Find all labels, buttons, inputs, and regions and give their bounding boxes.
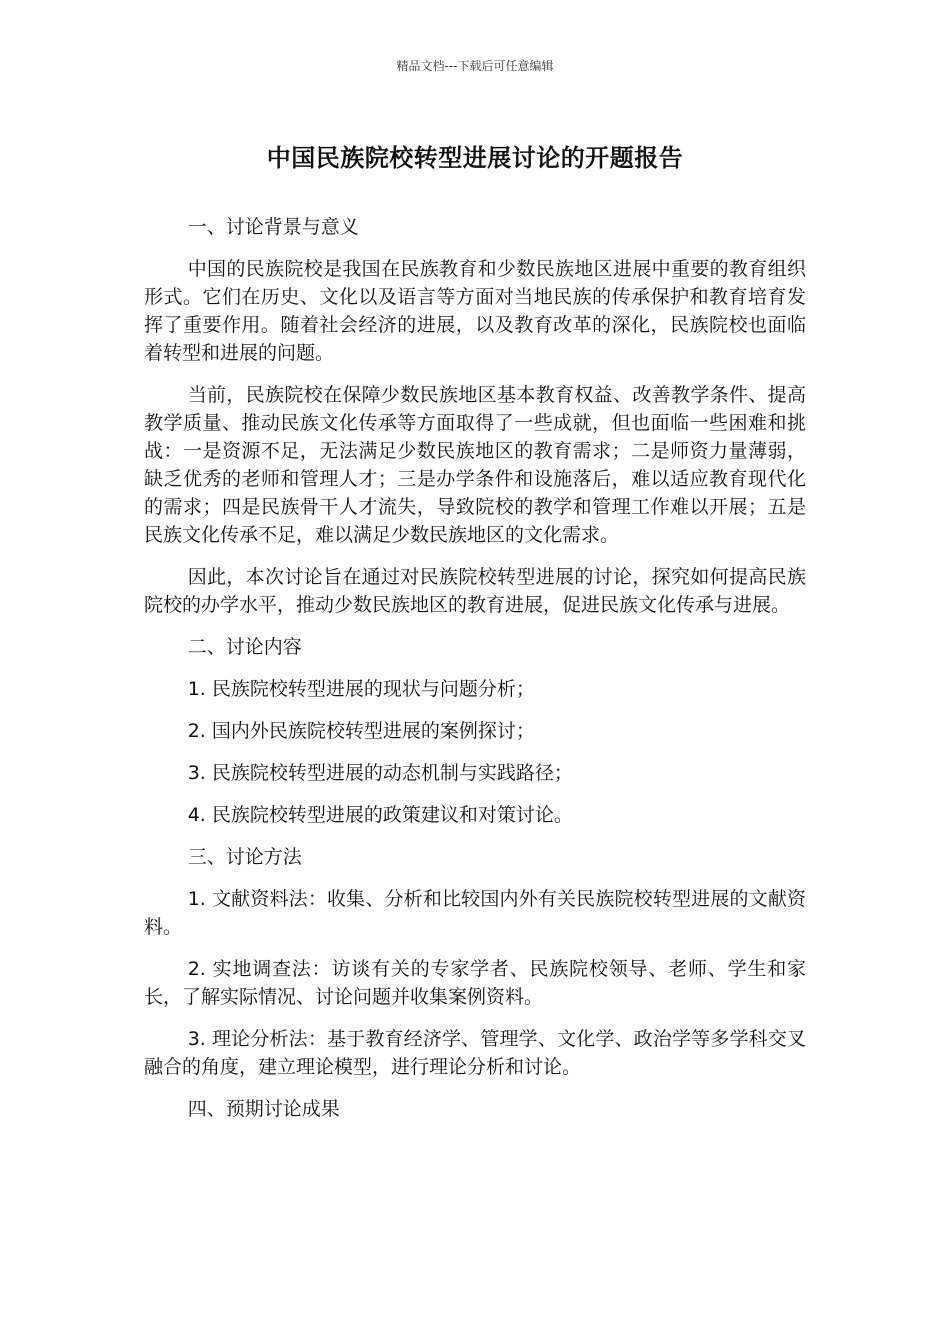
section-heading-background: 一、讨论背景与意义 [187, 216, 359, 238]
list-item-content-4: 4. 民族院校转型进展的政策建议和对策讨论。 [187, 804, 573, 826]
list-item-content-2: 2. 国内外民族院校转型进展的案例探讨； [187, 720, 535, 742]
section-heading-outcomes: 四、预期讨论成果 [187, 1098, 340, 1120]
list-item-method-1: 1. 文献资料法：收集、分析和比较国内外有关民族院校转型进展的文献资料。 [144, 888, 806, 938]
paragraph-intro: 中国的民族院校是我国在民族教育和少数民族地区进展中重要的教育组织形式。它们在历史、文化以及语言等方面对当地民族的传承保护和教育培育发挥了重要作用。随着社会经济的进展，以及教育改革的深化，民族院校也面临着转型和进展的问题。 [144, 258, 806, 364]
paragraph-current-situation: 当前，民族院校在保障少数民族地区基本教育权益、改善教学条件、提高教学质量、推动民族文化传承等方面取得了一些成就，但也面临一些困难和挑战：一是资源不足，无法满足少数民族地区的教育需求；二是师资力量薄弱，缺乏优秀的老师和管理人才；三是办学条件和设施落后，难以适应教育现代化的需求；四是民族骨干人才流失，导致院校的教学和管理工作难以开展；五是民族文化传承不足，难以满足少数民族地区的文化需求。 [144, 384, 806, 546]
list-item-method-3: 3. 理论分析法：基于教育经济学、管理学、文化学、政治学等多学科交叉融合的角度，建立理论模型，进行理论分析和讨论。 [144, 1028, 806, 1078]
list-item-content-3: 3. 民族院校转型进展的动态机制与实践路径； [187, 762, 573, 784]
paragraph-purpose: 因此，本次讨论旨在通过对民族院校转型进展的讨论，探究如何提高民族院校的办学水平，推动少数民族地区的教育进展，促进民族文化传承与进展。 [144, 566, 806, 616]
list-item-content-1: 1. 民族院校转型进展的现状与问题分析； [187, 678, 535, 700]
list-item-method-2: 2. 实地调查法：访谈有关的专家学者、民族院校领导、老师、学生和家长，了解实际情况、讨论问题并收集案例资料。 [144, 958, 806, 1008]
section-heading-methods: 三、讨论方法 [187, 846, 302, 868]
document-title: 中国民族院校转型进展讨论的开题报告 [266, 144, 684, 172]
document-body [144, 213, 806, 1137]
section-heading-content: 二、讨论内容 [187, 636, 302, 658]
header-note: 精品文档---下载后可任意编辑 [396, 59, 554, 73]
